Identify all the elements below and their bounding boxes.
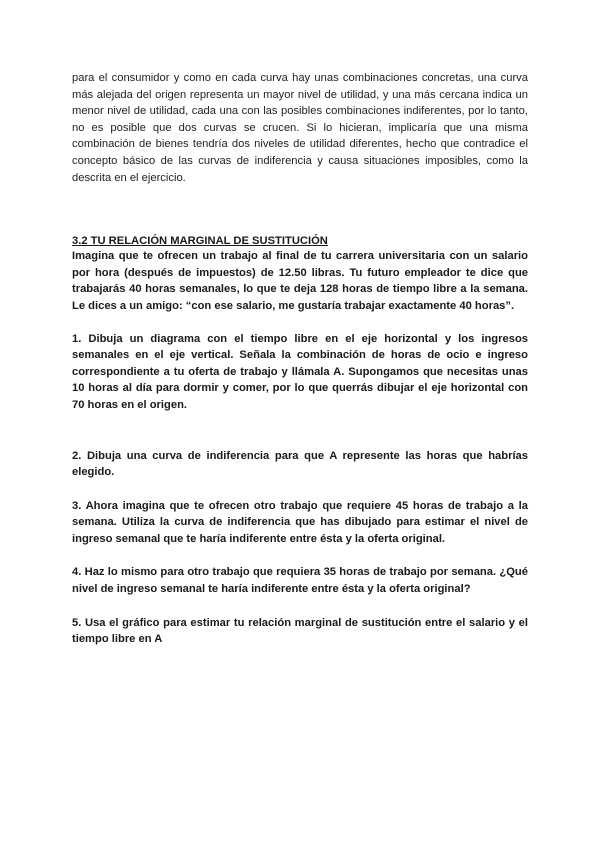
intro-paragraph: para el consumidor y como en cada curva hay unas combinaciones concretas, una curva más alejada del origen representa un mayor nivel de utilidad, y una más cercana indica un menor nivel de utilidad, cada una con las posibles combinaciones indiferentes, por lo tanto, no es posible que dos curvas se crucen. Si lo hicieran, implicaría que una misma combinación de bienes tendría dos niveles de utilidad diferentes, hecho que contradice el concepto básico de las curvas de indiferencia y causa situaciones imposibles, como la descrita en el ejercicio. xyxy=(72,72,528,184)
question-2: 2. Dibuja una curva de indiferencia para que A represente las horas que habrías elegido. xyxy=(72,449,528,479)
question-4: 4. Haz lo mismo para otro trabajo que requiera 35 horas de trabajo por semana. ¿Qué nivel de ingreso semanal te haría indiferente entre ésta y la oferta original? xyxy=(72,566,528,596)
question-1: 1. Dibuja un diagrama con el tiempo libre en el eje horizontal y los ingresos semanales en el eje vertical. Señala la combinación de horas de ocio e ingreso correspondiente a tu oferta de trabajo y llámala A. Supongamos que necesitas unas 10 horas al día para dormir y comer, por lo que querrás dibujar el eje horizontal con 70 horas en el origen. xyxy=(72,332,528,411)
document-page xyxy=(72,70,528,648)
section-heading: 3.2 TU RELACIÓN MARGINAL DE SUSTITUCIÓN xyxy=(72,235,328,248)
question-5: 5. Usa el gráfico para estimar tu relación marginal de sustitución entre el salario y el tiempo libre en A xyxy=(72,616,528,646)
question-3: 3. Ahora imagina que te ofrecen otro trabajo que requiere 45 horas de trabajo a la semana. Utiliza la curva de indiferencia que has dibujado para estimar el nivel de ingreso semanal que te haría indiferente entre ésta y la oferta original. xyxy=(72,499,528,545)
problem-statement: Imagina que te ofrecen un trabajo al final de tu carrera universitaria con un salario por hora (después de impuestos) de 12.50 libras. Tu futuro empleador te dice que trabajarás 40 horas semanales, lo que te deja 128 horas de tiempo libre a la semana. Le dices a un amigo: “con ese salario, me gustaría trabajar exactamente 40 horas”. xyxy=(72,250,528,312)
